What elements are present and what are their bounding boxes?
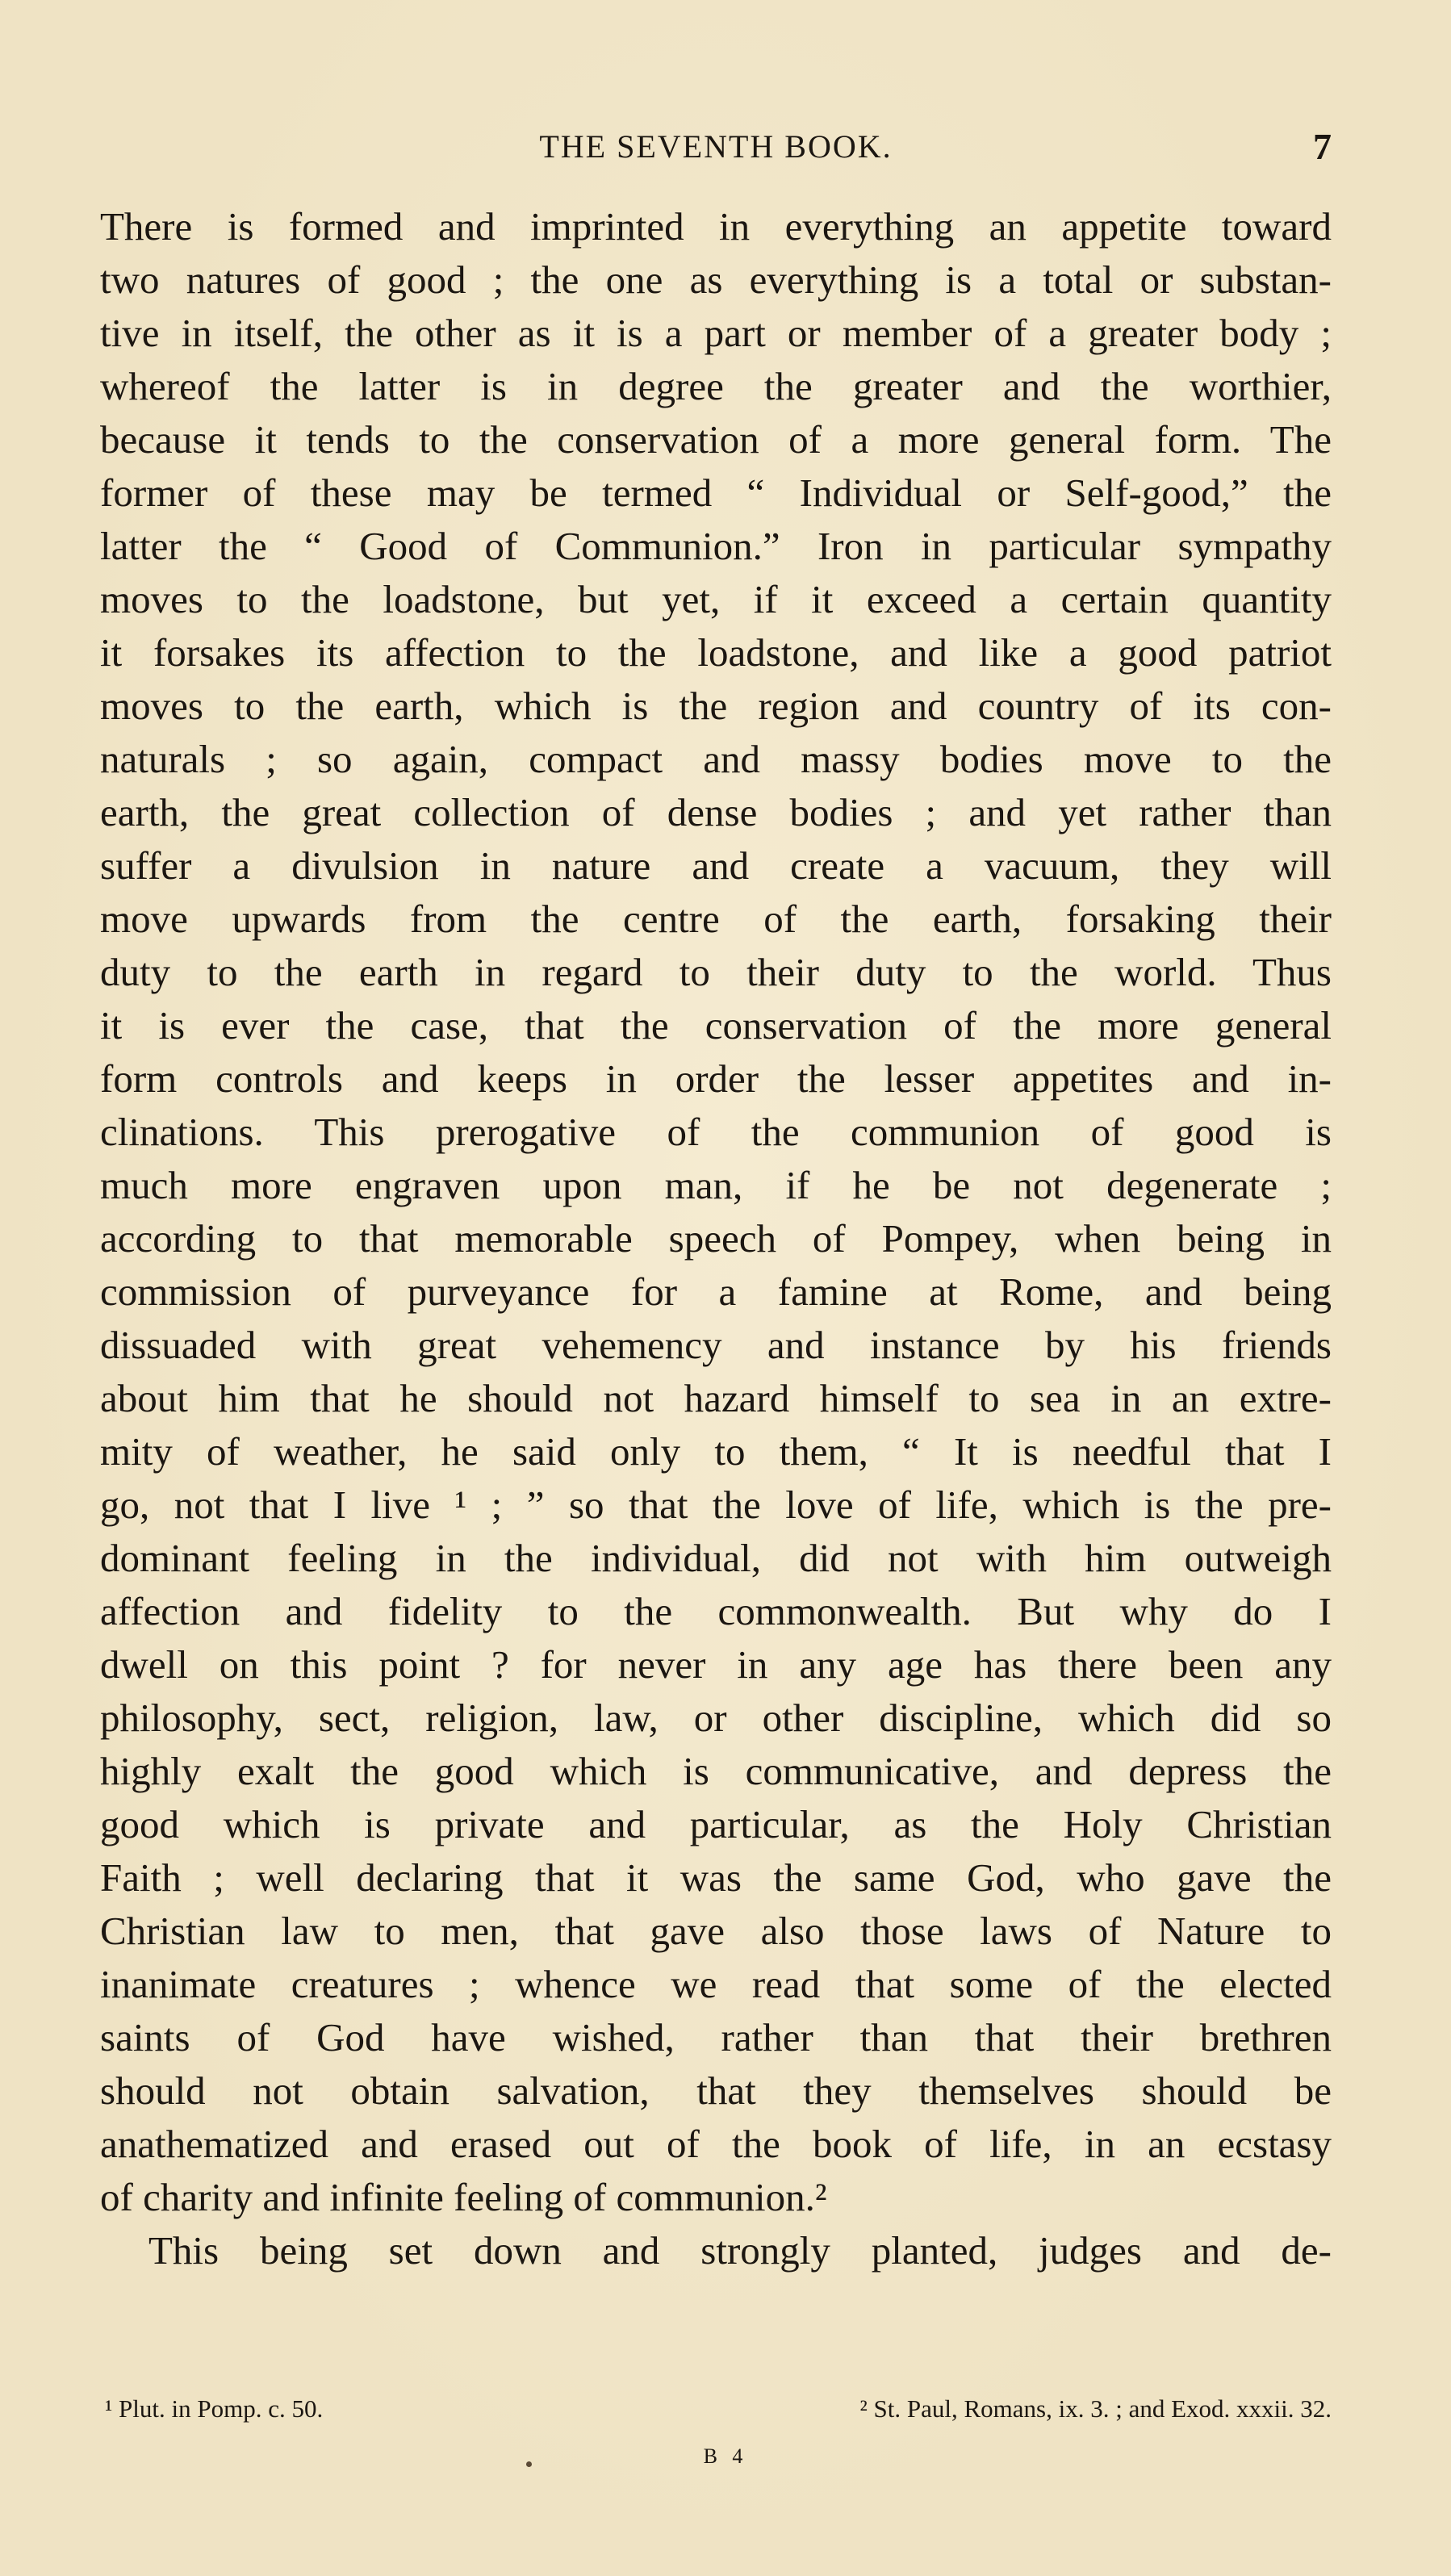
text-line: dissuaded with great vehemency and instance by his friends (100, 1323, 1332, 1367)
text-line: affection and fidelity to the commonwealth. But why do I (100, 1589, 1332, 1633)
text-line: This being set down and strongly planted, judges and de- (148, 2228, 1332, 2273)
text-line: much more engraven upon man, if he be not degenerate ; (100, 1163, 1332, 1207)
running-title: THE SEVENTH BOOK. (539, 128, 893, 165)
text-line: move upwards from the centre of the earth, forsaking their (100, 897, 1332, 941)
text-line: clinations. This prerogative of the communion of good is (100, 1110, 1332, 1154)
text-line: commission of purveyance for a famine at Rome, and being (100, 1269, 1332, 1314)
body-text (100, 200, 1332, 2277)
text-line: it is ever the case, that the conservation of the more general (100, 1003, 1332, 1048)
text-line: earth, the great collection of dense bodies ; and yet rather than (100, 790, 1332, 834)
text-line: of charity and infinite feeling of communion.² (100, 2175, 827, 2219)
text-line: duty to the earth in regard to their duty to the world. Thus (100, 950, 1332, 994)
text-line: There is formed and imprinted in everything an appetite toward (100, 204, 1332, 249)
text-line: go, not that I live ¹ ; ” so that the love of life, which is the pre- (100, 1482, 1332, 1527)
text-line: moves to the earth, which is the region and country of its con- (100, 684, 1332, 728)
text-line: because it tends to the conservation of a more general form. The (100, 417, 1332, 462)
text-line: according to that memorable speech of Pompey, when being in (100, 1216, 1332, 1261)
text-line: anathematized and erased out of the book of life, in an ecstasy (100, 2122, 1332, 2166)
running-header (100, 123, 1332, 171)
signature-mark: B 4 (703, 2444, 748, 2468)
text-line: it forsakes its affection to the loadstone, and like a good patriot (100, 630, 1332, 675)
footnotes (100, 2389, 1332, 2429)
text-line: mity of weather, he said only to them, “ It is needful that I (100, 1429, 1332, 1474)
text-line: tive in itself, the other as it is a part or member of a greater body ; (100, 311, 1332, 355)
text-line: moves to the loadstone, but yet, if it exceed a certain quantity (100, 577, 1332, 621)
text-line: about him that he should not hazard himself to sea in an extre- (100, 1376, 1332, 1420)
footnote-1: ¹ Plut. in Pomp. c. 50. (105, 2394, 324, 2423)
text-line: saints of God have wished, rather than that their brethren (100, 2015, 1332, 2060)
text-line: Faith ; well declaring that it was the same God, who gave the (100, 1855, 1332, 1900)
text-line: inanimate creatures ; whence we read that some of the elected (100, 1962, 1332, 2006)
text-line: should not obtain salvation, that they themselves should be (100, 2068, 1332, 2113)
text-line: philosophy, sect, religion, law, or other discipline, which did so (100, 1696, 1332, 1740)
text-line: form controls and keeps in order the lesser appetites and in- (100, 1056, 1332, 1101)
footnote-2: ² St. Paul, Romans, ix. 3. ; and Exod. xxxii. 32. (859, 2394, 1332, 2423)
text-line: good which is private and particular, as the Holy Christian (100, 1802, 1332, 1846)
text-line: Christian law to men, that gave also those laws of Nature to (100, 1909, 1332, 1953)
text-line: dwell on this point ? for never in any age has there been any (100, 1642, 1332, 1687)
text-line: latter the “ Good of Communion.” Iron in particular sympathy (100, 524, 1332, 568)
text-line: dominant feeling in the individual, did not with him outweigh (100, 1536, 1332, 1580)
text-line: naturals ; so again, compact and massy bodies move to the (100, 737, 1332, 781)
page-number: 7 (1313, 126, 1332, 167)
text-line: whereof the latter is in degree the greater and the worthier, (100, 364, 1332, 408)
text-line: two natures of good ; the one as everything is a total or substan- (100, 257, 1332, 302)
text-line: former of these may be termed “ Individual or Self-good,” the (100, 470, 1332, 515)
text-line: highly exalt the good which is communicative, and depress the (100, 1749, 1332, 1793)
text-line: suffer a divulsion in nature and create a vacuum, they will (100, 843, 1332, 888)
